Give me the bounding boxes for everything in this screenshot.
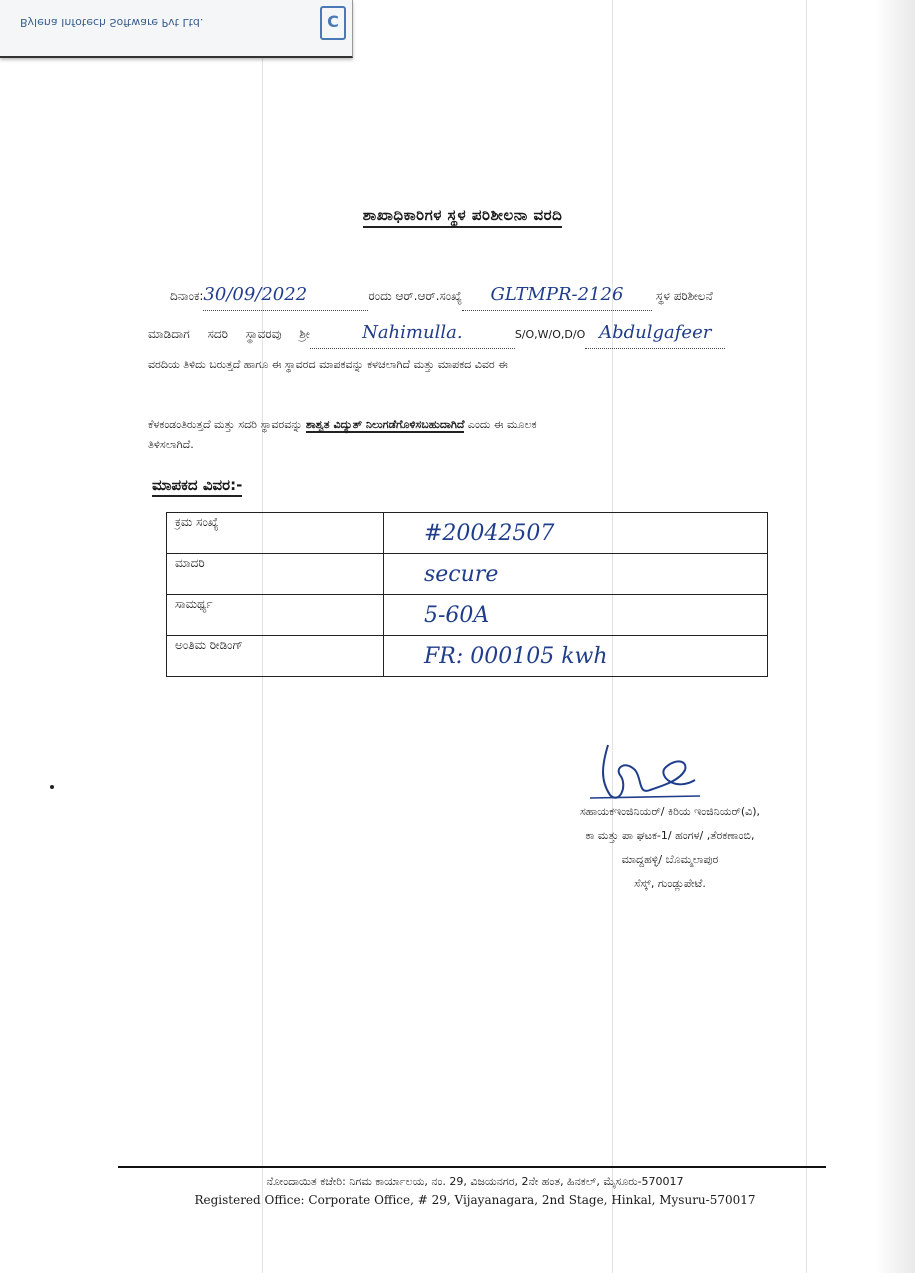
- officer-line-1: ಸಹಾಯಕಇಂಜಿನಿಯರ್/ ಕಿರಿಯ ಇಂಜಿನಿಯರ್(ವಿ),: [579, 805, 761, 818]
- owner-name: Nahimulla.: [310, 318, 515, 349]
- page-edge-shadow: [875, 0, 915, 1273]
- body-line-1: [148, 280, 858, 311]
- attached-label: [0, 0, 353, 58]
- capacity-label: ಸಾಮರ್ಥ್ಯ: [167, 595, 384, 636]
- model-value: secure: [384, 554, 768, 595]
- scan-line: [806, 0, 807, 1273]
- body-line-5: ತಿಳಿಸಲಾಗಿದೆ.: [148, 438, 194, 451]
- final-reading-label: ಅಂತಿಮ ರೀಡಿಂಗ್: [167, 636, 384, 677]
- officer-line-3: ಮಾದ್ದಹಳ್ಳಿ/ ಬೊಮ್ಮಲಾಪುರ: [621, 853, 719, 866]
- table-row: [167, 513, 768, 554]
- line4-prefix: ಕೆಳಕಂಡಂತಿರುತ್ತದೆ ಮತ್ತು ಸದರಿ ಸ್ಥಾವರವನ್ನು: [148, 418, 303, 431]
- table-row: [167, 554, 768, 595]
- officer-line-4: ಸೆಸ್ಕ್, ಗುಂಡ್ಲುಪೇಟೆ.: [634, 877, 706, 890]
- footer-divider: [118, 1166, 826, 1168]
- final-reading-value: FR: 000105 kwh: [384, 636, 768, 677]
- serial-number-label: ಕ್ರಮ ಸಂಖ್ಯೆ: [167, 513, 384, 554]
- body-line-3: ವರದಿಯ ತಿಳಿದು ಬರುತ್ತದೆ ಹಾಗೂ ಈ ಸ್ಥಾವರದ ಮಾಪಕವನ್ನು ಕಳಚಲಾಗಿದೆ ಮತ್ತು ಮಾಪಕದ ವಿವರ ಈ: [148, 358, 508, 371]
- meter-details-table: [166, 512, 768, 677]
- officer-designation: [520, 800, 820, 896]
- line4-suffix: ಎಂದು ಈ ಮೂಲಕ: [467, 418, 537, 431]
- relation-label: S/O,W/O,D/O: [514, 328, 586, 341]
- body-line-2: [148, 318, 858, 350]
- visit-suffix: ಸ್ಥಳ ಪರಿಶೀಲನೆ: [655, 289, 713, 303]
- officer-line-2: ಕಾ ಮತ್ತು ಪಾ ಘಟಕ-1/ ಹಂಗಳ/ ,ತೆರಕಣಾಂಬಿ,: [585, 829, 755, 842]
- scan-speck: [50, 785, 54, 789]
- father-name: Abdulgafeer: [585, 318, 725, 349]
- table-row: [167, 595, 768, 636]
- table-row: [167, 636, 768, 677]
- date-value: 30/09/2022: [203, 280, 368, 311]
- stamp-icon: C: [320, 6, 346, 40]
- rr-label: ರಂದು ಆರ್.ಆರ್.ಸಂಖ್ಯೆ: [368, 289, 462, 303]
- rr-value: GLTMPR-2126: [462, 280, 652, 311]
- capacity-value: 5-60A: [384, 595, 768, 636]
- line2-prefix: ಮಾಡಿದಾಗ ಸದರಿ ಸ್ಥಾವರವು ಶ್ರೀ: [148, 327, 310, 341]
- disconnection-statement: ಶಾಶ್ವತ ವಿದ್ಯುತ್ ನಿಲುಗಡೆಗೊಳಿಸಬಹುದಾಗಿದೆ: [305, 418, 465, 431]
- label-mirrored-text: Bylena Infotech Software Pvt Ltd.: [20, 16, 204, 29]
- serial-number-value: #20042507: [384, 513, 768, 554]
- model-label: ಮಾದರಿ: [167, 554, 384, 595]
- footer-kannada: ನೋಂದಾಯಿತ ಕಚೇರಿ: ನಿಗಮ ಕಾರ್ಯಾಲಯ, ನಂ. 29, ವಿಜಯನಗರ, 2ನೇ ಹಂತ, ಹಿನಕಲ್, ಮೈಸೂರು-570017: [266, 1175, 684, 1188]
- date-label: ದಿನಾಂಕ:: [170, 289, 204, 303]
- footer-english: Registered Office: Corporate Office, # 29, Vijayanagara, 2nd Stage, Hinkal, Mysuru-570017: [194, 1193, 756, 1207]
- meter-section-heading: ಮಾಪಕದ ವಿವರ:-: [152, 476, 242, 497]
- document-title: ಶಾಖಾಧಿಕಾರಿಗಳ ಸ್ಥಳ ಪರಿಶೀಲನಾ ವರದಿ: [0, 206, 915, 224]
